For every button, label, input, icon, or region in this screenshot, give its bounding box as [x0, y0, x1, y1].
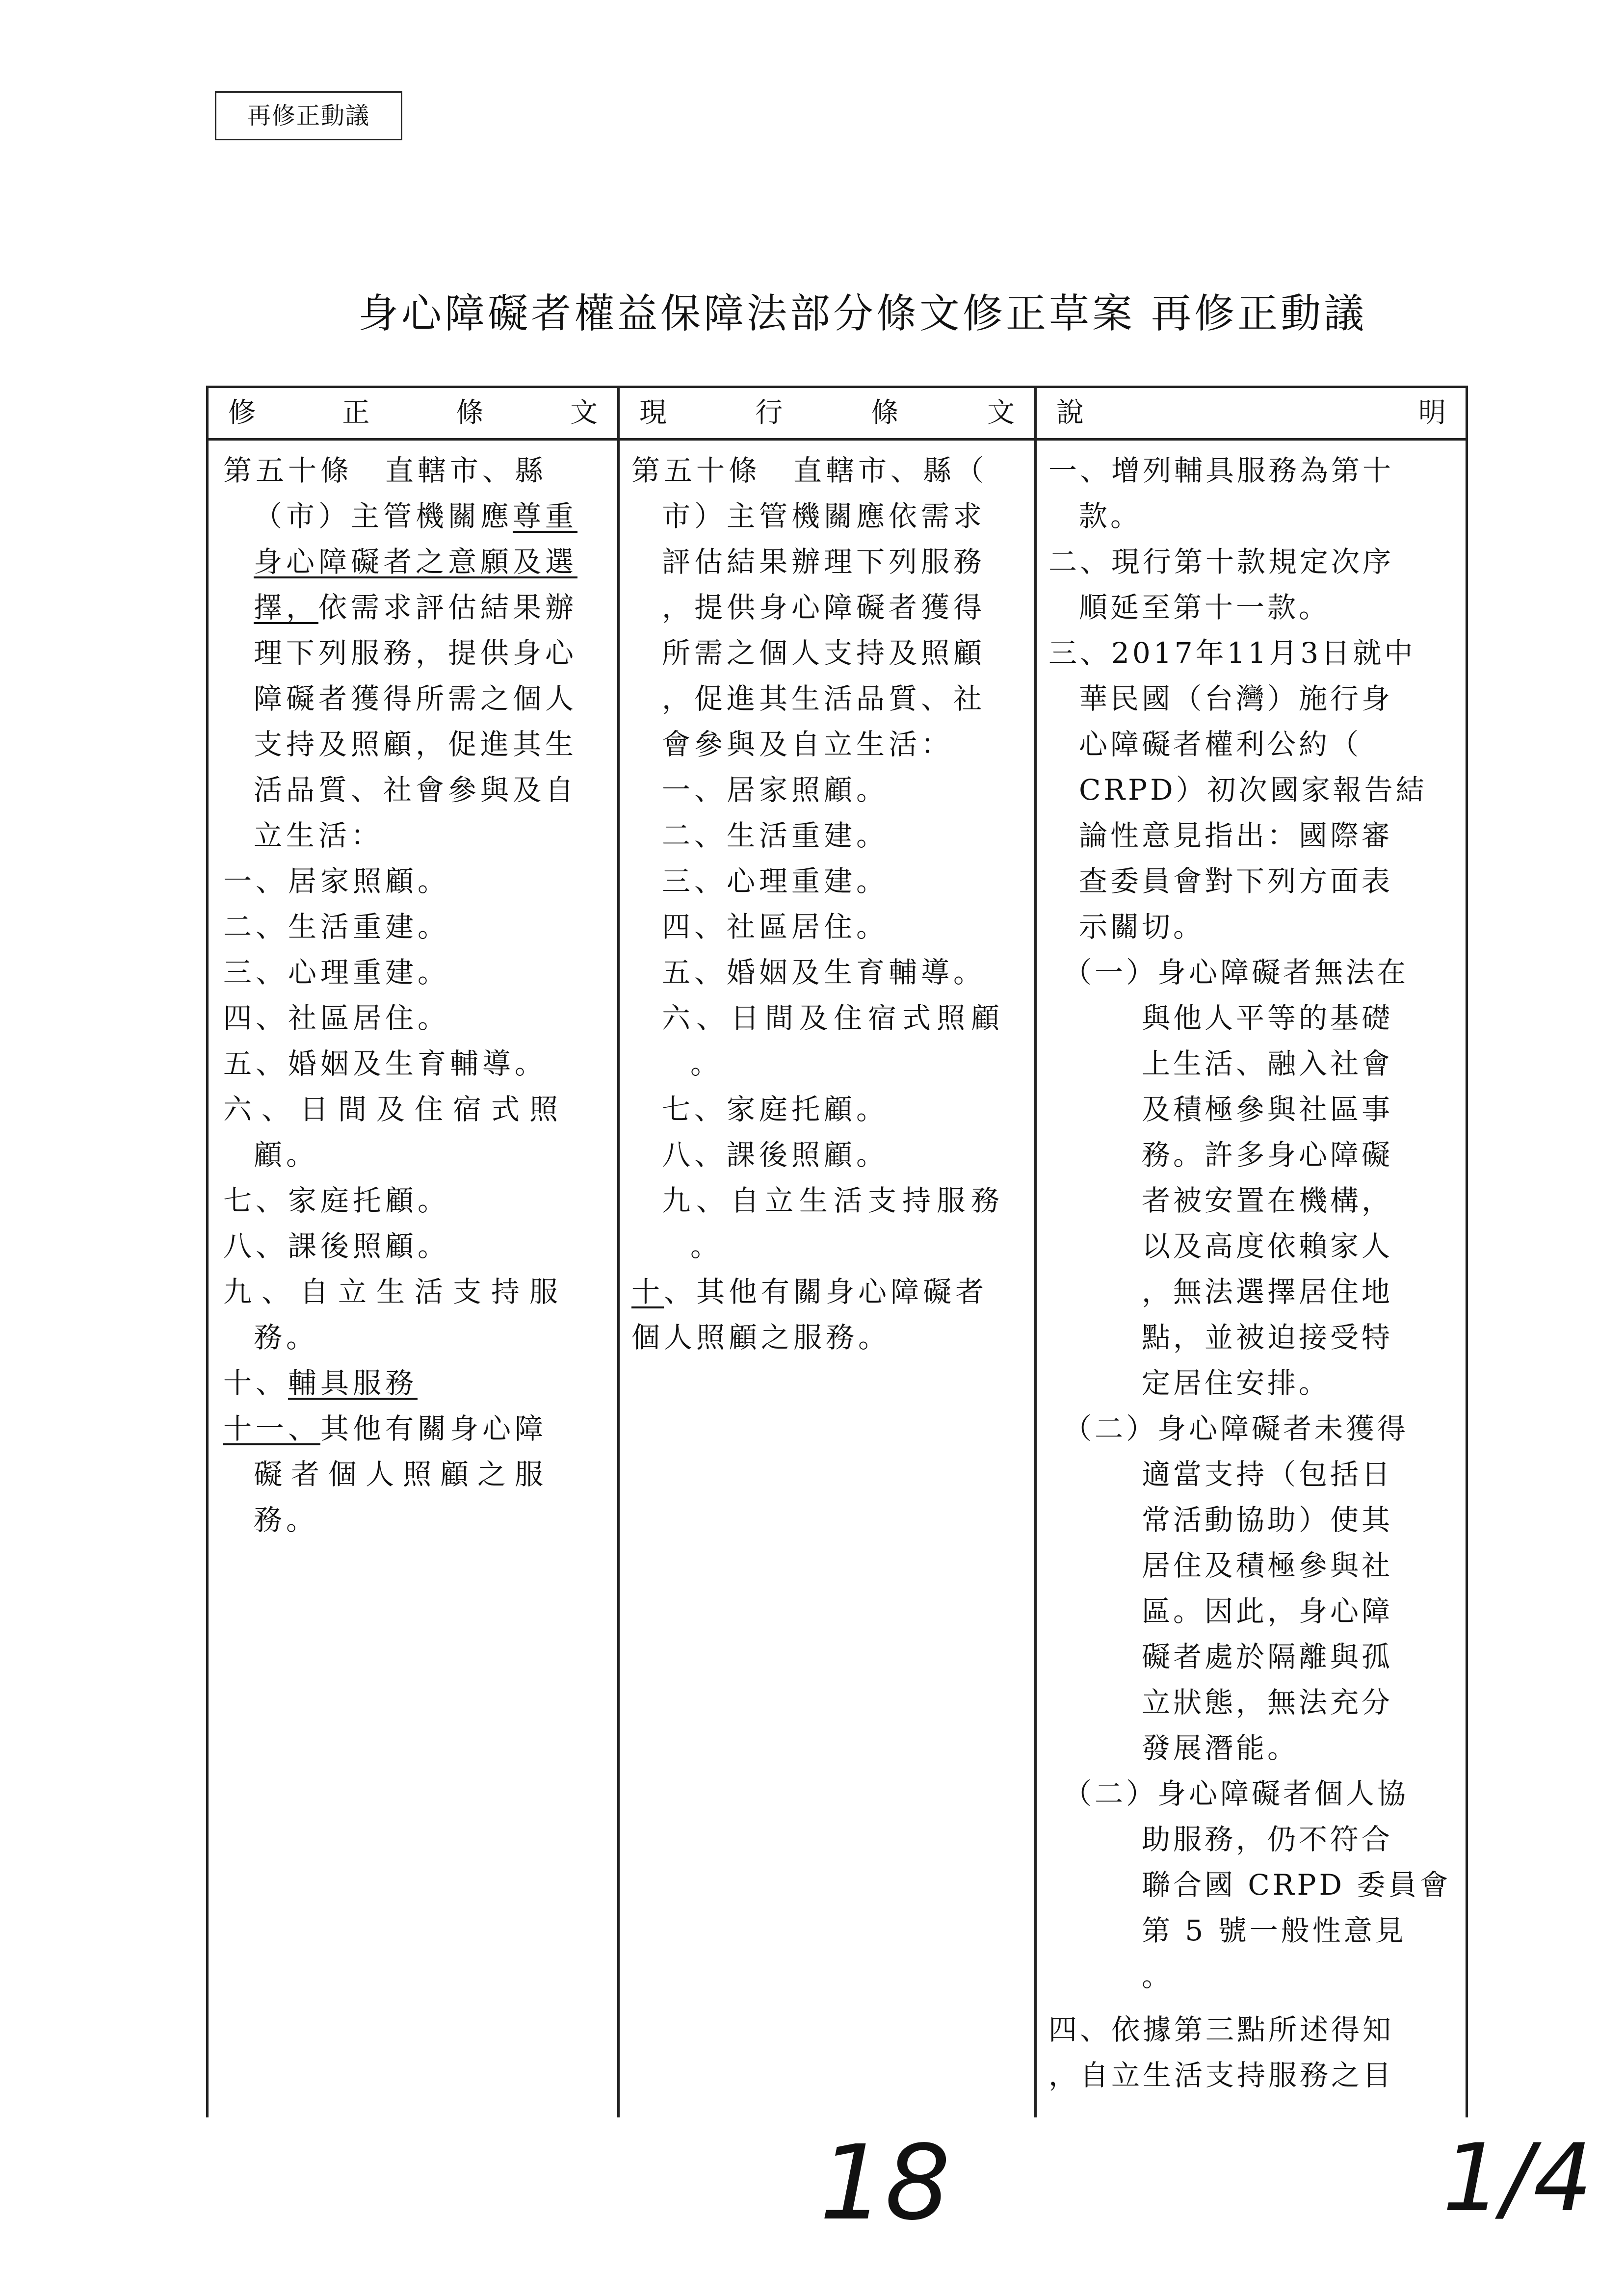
amended-item: 三、心理重建。 — [223, 956, 450, 989]
amended-item: 務。 — [254, 1321, 319, 1354]
header-explanation: 說 明 — [1056, 397, 1446, 429]
explanation-line: 款。 — [1079, 499, 1142, 533]
current-line: 第五十條 直轄市、縣（ — [631, 454, 988, 487]
current-item: 二、生活重建。 — [662, 819, 889, 852]
current-item: 。 — [690, 1229, 723, 1263]
page-number: 18 — [819, 2123, 951, 2243]
explanation-line: 礙者處於隔離與孤 — [1142, 1640, 1393, 1673]
header-current-text: 現 行 條 文 — [639, 397, 1015, 429]
amended-item: 七、家庭托顧。 — [223, 1184, 450, 1217]
current-item: 九、自立生活支持服務 — [662, 1184, 1006, 1217]
current-item: 六、日間及住宿式照顧 — [662, 1001, 1006, 1035]
explanation-line: 聯合國 CRPD 委員會 — [1142, 1868, 1451, 1902]
column-divider-1 — [617, 388, 620, 2117]
explanation-line: 二、現行第十款規定次序 — [1048, 545, 1394, 578]
amended-line: 第五十條 直轄市、縣 — [223, 454, 548, 487]
explanation-line: 一、增列輔具服務為第十 — [1048, 454, 1394, 487]
explanation-line: 順延至第十一款。 — [1079, 591, 1331, 624]
explanation-line: CRPD）初次國家報告結 — [1079, 773, 1427, 807]
current-text-column — [631, 448, 1031, 1360]
current-item: 一、居家照顧。 — [662, 773, 889, 807]
motion-stamp: 再修正動議 — [215, 91, 402, 140]
explanation-line: 點，並被迫接受特 — [1142, 1321, 1393, 1354]
current-item: 四、社區居住。 — [662, 910, 889, 943]
explanation-line: 立狀態，無法充分 — [1142, 1686, 1393, 1719]
current-item: 。 — [690, 1047, 723, 1080]
amended-item: 十一、其他有關身心障 — [223, 1412, 548, 1445]
column-divider-2 — [1034, 388, 1037, 2117]
amended-text-column — [223, 448, 611, 1543]
amended-item: 四、社區居住。 — [223, 1001, 450, 1035]
explanation-line: 與他人平等的基礎 — [1142, 1001, 1393, 1035]
amended-item: 九、自立生活支持服 — [223, 1275, 568, 1308]
document-title: 身心障礙者權益保障法部分條文修正草案 再修正動議 — [358, 290, 1367, 337]
amended-line: 身心障礙者之意願及選 — [254, 545, 578, 578]
explanation-line: （二）身心障礙者個人協 — [1063, 1777, 1409, 1810]
amended-item: 務。 — [254, 1503, 319, 1537]
header-divider — [209, 438, 1466, 441]
current-line: 所需之個人支持及照顧 — [662, 636, 986, 670]
explanation-line: ，無法選擇居住地 — [1142, 1275, 1393, 1308]
amended-line: 擇，依需求評估結果辦 — [254, 591, 578, 624]
explanation-line: 華民國（台灣）施行身 — [1079, 682, 1393, 715]
explanation-line: 定居住安排。 — [1142, 1366, 1331, 1400]
explanation-line: 及積極參與社區事 — [1142, 1093, 1393, 1126]
explanation-line: 。 — [1142, 1959, 1174, 1993]
header-amended-text: 修 正 條 文 — [228, 397, 598, 429]
amended-line: 活品質、社會參與及自 — [254, 773, 578, 807]
amended-line: 理下列服務，提供身心 — [254, 636, 578, 670]
amended-line: 立生活： — [254, 819, 384, 852]
current-line: 會參與及自立生活： — [662, 728, 954, 761]
amended-line: 支持及照顧，促進其生 — [254, 728, 578, 761]
amended-item: 顧。 — [254, 1138, 319, 1172]
amended-item: 二、生活重建。 — [223, 910, 450, 943]
explanation-line: 四、依據第三點所述得知 — [1048, 2013, 1394, 2046]
amended-line: （市）主管機關應尊重 — [254, 499, 578, 533]
current-item: 個人照顧之服務。 — [631, 1321, 891, 1354]
explanation-line: 查委員會對下列方面表 — [1079, 864, 1393, 898]
explanation-line: ，自立生活支持服務之目 — [1048, 2059, 1394, 2092]
explanation-line: 發展潛能。 — [1142, 1731, 1299, 1765]
amended-item: 礙者個人照顧之服 — [254, 1458, 552, 1491]
amended-item: 十、輔具服務 — [223, 1366, 418, 1400]
explanation-line: （一）身心障礙者無法在 — [1063, 956, 1409, 989]
explanation-line: 三、2017年11月3日就中 — [1048, 636, 1416, 670]
amended-item: 六、日間及住宿式照 — [223, 1093, 568, 1126]
current-item: 五、婚姻及生育輔導。 — [662, 956, 986, 989]
explanation-line: 常活動協助）使其 — [1142, 1503, 1393, 1537]
current-item: 七、家庭托顧。 — [662, 1093, 889, 1126]
current-item: 十、其他有關身心障礙者 — [631, 1275, 988, 1308]
current-item: 八、課後照顧。 — [662, 1138, 889, 1172]
explanation-line: 示關切。 — [1079, 910, 1205, 943]
explanation-line: 助服務，仍不符合 — [1142, 1823, 1393, 1856]
page-fraction: 1/4 — [1442, 2124, 1593, 2232]
current-line: ，促進其生活品質、社 — [662, 682, 986, 715]
amended-item: 五、婚姻及生育輔導。 — [223, 1047, 548, 1080]
explanation-line: 論性意見指出：國際審 — [1079, 819, 1393, 852]
current-line: ，提供身心障礙者獲得 — [662, 591, 986, 624]
explanation-line: 上生活、融入社會 — [1142, 1047, 1393, 1080]
explanation-line: 居住及積極參與社 — [1142, 1549, 1393, 1582]
explanation-line: 第 5 號一般性意見 — [1142, 1914, 1407, 1947]
amended-item: 八、課後照顧。 — [223, 1229, 450, 1263]
explanation-line: 以及高度依賴家人 — [1142, 1229, 1393, 1263]
explanation-column — [1048, 448, 1466, 2098]
explanation-line: 者被安置在機構， — [1142, 1184, 1393, 1217]
explanation-line: （二）身心障礙者未獲得 — [1063, 1412, 1409, 1445]
current-line: 評估結果辦理下列服務 — [662, 545, 986, 578]
explanation-line: 務。許多身心障礙 — [1142, 1138, 1393, 1172]
current-line: 市）主管機關應依需求 — [662, 499, 986, 533]
explanation-line: 區。因此，身心障 — [1142, 1594, 1393, 1628]
current-item: 三、心理重建。 — [662, 864, 889, 898]
comparison-table — [206, 386, 1468, 2117]
amended-item: 一、居家照顧。 — [223, 864, 450, 898]
explanation-line: 適當支持（包括日 — [1142, 1458, 1393, 1491]
amended-line: 障礙者獲得所需之個人 — [254, 682, 578, 715]
explanation-line: 心障礙者權利公約（ — [1079, 728, 1362, 761]
